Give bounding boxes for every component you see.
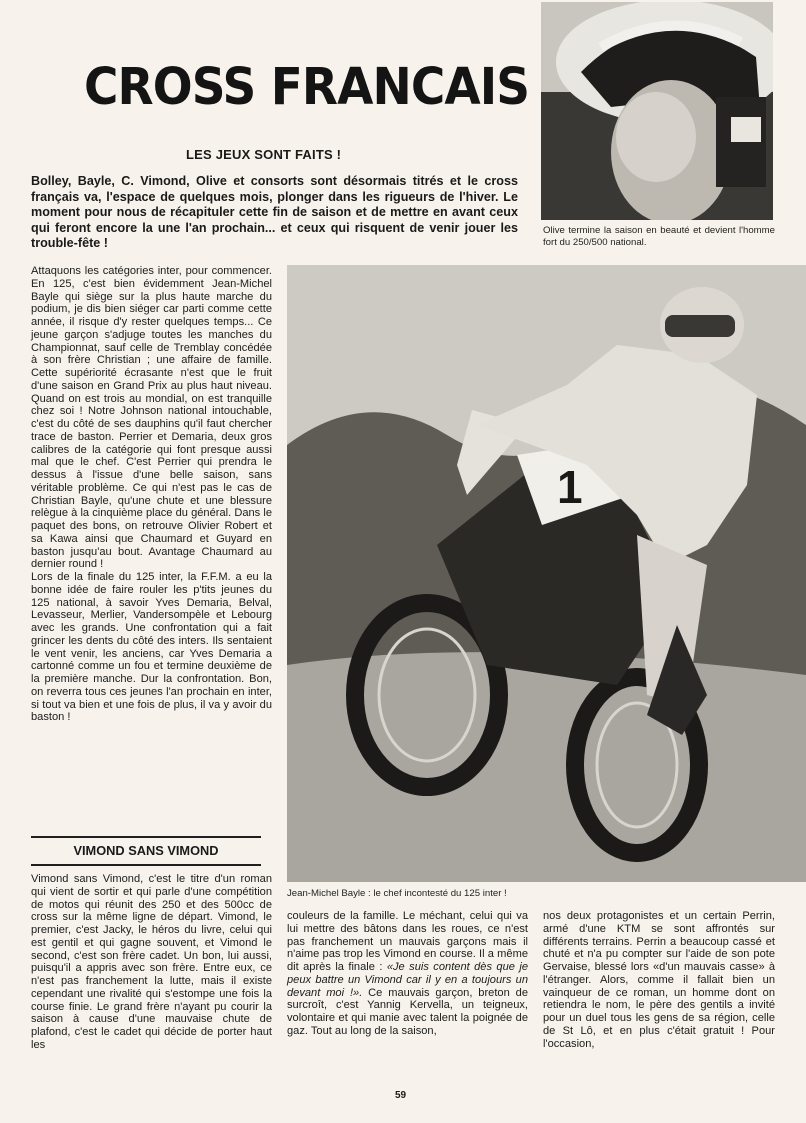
column-2-text-1: couleurs de la famille. Le méchant, celui qui va lui mettre des bâtons dans les roues, ce n'est pas franchement un mauvais garçons mais il n'aime pas trop les Vimond en course. Il a même dit après la finale : (287, 910, 528, 973)
column-2 (287, 910, 528, 1038)
section-rule-bottom (31, 864, 261, 866)
column-1-paragraph-3: Vimond sans Vimond, c'est le titre d'un roman qui vient de sortir et qui parle d'une compétition de motos qui réunit des 250 et des 500cc de cross sur la même ligne de départ. Vimond, le premier, c'est Jacky, le héros du livre, celui qui est gentil et qui gagne souvent, et Vimond le second, c'est son frère cadet. Un bon, lui aussi, puisqu'il a appris avec son frère. Entre eux, ce n'est pas franchement la lutte, mais il existe cependant une rivalité qui s'estompe une fois la course finie. Le grand frère n'ayant pu courir la saison à cause d'une mauvaise chute de plafond, c'est le cadet qui décide de porter haut les (31, 873, 272, 1051)
column-2-quote: «Je suis content dès que je peux battre un Vimond car il y en a toujours un devant moi !». (287, 961, 528, 999)
column-3 (543, 910, 775, 1050)
column-1 (31, 265, 272, 724)
section-title: VIMOND SANS VIMOND (73, 843, 219, 858)
article-subtitle: LES JEUX SONT FAITS ! (186, 147, 342, 162)
main-photo-caption: Jean-Michel Bayle : le chef incontesté du 125 inter ! (287, 888, 507, 899)
column-1-continued (31, 873, 272, 1052)
article-intro: Bolley, Bayle, C. Vimond, Olive et consorts sont désormais titrés et le cross français va, l'espace de quelques mois, plonger dans les rigueurs de l'hiver. Le moment pour nous de récapituler cette fin de saison et de mettre en avant ceux qui feront encore la une l'an prochain... et ceux qui risquent de venir jouer les trouble-fête ! (31, 174, 518, 251)
motocross-jump-photo (287, 265, 806, 882)
article-title: CROSS FRANCAIS (84, 58, 530, 117)
column-1-paragraph-2: Lors de la finale du 125 inter, la F.F.M. a eu la bonne idée de faire rouler les p'tits jeunes du 125 national, à savoir Yves Demaria, Belval, Levasseur, Merlier, Vandersompèle et Lebourg avec les grands. Une confrontation qui a fait grincer les dents du côté des inters. Ils sentaient le vent venir, les anciens, car Yves Demaria a cartonné comme un fou et termine deuxième de la première manche. Dur la confrontation. Bon, on reverra tous ces jeunes l'an prochain en inter, si tout va bien et une fois de plus, il va y avoir du baston ! (31, 571, 272, 724)
top-photo-caption: Olive termine la saison en beauté et devient l'homme fort du 250/500 national. (543, 225, 775, 248)
column-2-text-2: Ce mauvais garçon, breton de surcroît, c'est Yannig Kervella, un teigneux, volontaire et qui manie avec talent la poignée de gaz. Tout au long de la saison, (287, 986, 528, 1037)
column-3-paragraph-1: nos deux protagonistes et un certain Perrin, armé d'une KTM se sont affrontés sur différents terrains. Perrin a beaucoup cassé et chuté et n'a pu compter sur l'aide de son pote Gervaise, blessé lors «d'un mauvais casse» à l'étranger. Alors, comme il fallait bien un vainqueur de ce roman, un homme dont on retiendra le nom, le père des gentils a invité pour un duel tous les gens de sa région, celle de St Lô, et en plus c'était gratuit ! Pour l'occasion, (543, 910, 775, 1050)
section-rule-top (31, 836, 261, 838)
rider-portrait-photo (541, 2, 773, 220)
column-1-paragraph-1: Attaquons les catégories inter, pour commencer. En 125, c'est bien évidemment Jean-Michel Bayle qui siège sur la plus haute marche du podium, je dis bien siéger car parti comme cette année, il risque d'y rester quelques temps... Ce jeune garçon s'adjuge toutes les manches du Championnat, sauf celle de Tremblay concédée à son frère Christian ; une affaire de famille. Cette supériorité écrasante n'est que le fruit d'une saison en Grand Prix au plus haut niveau. Quand on est trois au mondial, on est tranquille chez soi ! Notre Johnson national intouchable, c'est du côté de ses dauphins qu'il faut chercher trace de baston. Perrier et Demaria, deux gros calibres de la catégorie qui font presque aussi mal que le chef. C'est Perrier qui prendra le dessus à l'issue d'une belle saison, sans véritable problème. Ce qui n'est pas le cas de Christian Bayle, qu'une chute et une blessure relègue à la cinquième place du général. Dans le paquet des bons, on retrouve Olivier Robert et sa Kawa ainsi que Chaumard et Guyard en baston jusqu'au bout. Avantage Chaumard au dernier round ! (31, 265, 272, 571)
page-number: 59 (395, 1090, 407, 1101)
bike-number-plate: 1 (557, 461, 583, 513)
